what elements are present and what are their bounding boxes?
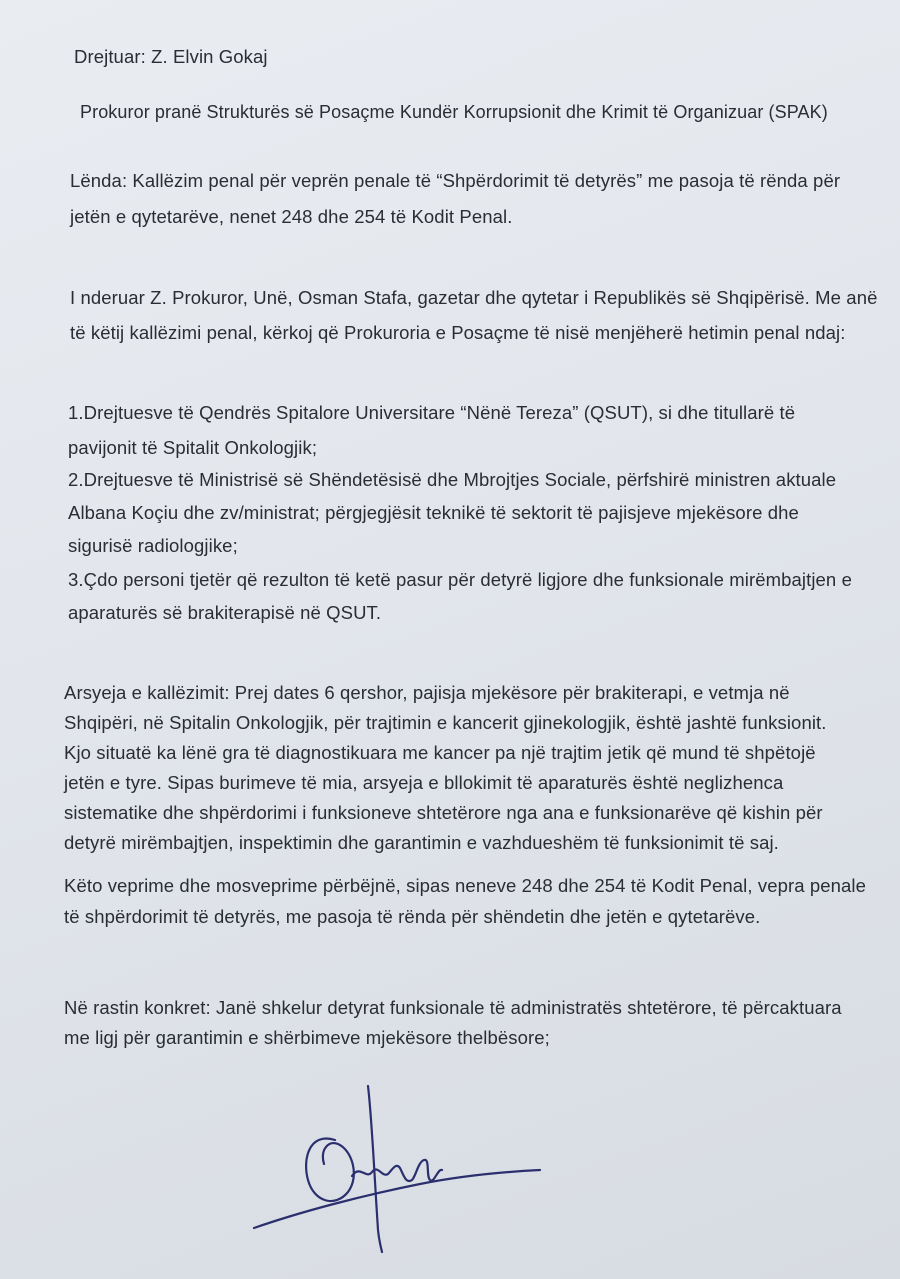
item-2-line-2: Albana Koçiu dhe zv/ministrat; përgjegjësit teknikë të sektorit të pajisjeve mjekësore dhe <box>68 502 799 523</box>
consequence-line-1: Këto veprime dhe mosveprime përbëjnë, sipas neneve 248 dhe 254 të Kodit Penal, vepra penale <box>64 875 867 896</box>
item-2-line-3: sigurisë radiologjike; <box>68 535 238 556</box>
item-2-line-1: 2.Drejtuesve të Ministrisë së Shëndetësisë dhe Mbrojtjes Sociale, përfshirë ministren aktuale <box>68 469 837 490</box>
subject-line-2: jetën e qytetarëve, nenet 248 dhe 254 të Kodit Penal. <box>70 206 513 227</box>
subject-line-1: Lënda: Kallëzim penal për veprën penale të “Shpërdorimit të detyrës” me pasoja të rënda për <box>70 170 841 191</box>
reason-line-1: Arsyeja e kallëzimit: Prej dates 6 qershor, pajisja mjekësore për brakiterapi, e vetmja në <box>64 682 790 703</box>
consequence-line-2: të shpërdorimit të detyrës, me pasoja të rënda për shëndetin dhe jetën e qytetarëve. <box>64 906 761 927</box>
reason-line-4: jetën e tyre. Sipas burimeve të mia, arsyeja e bllokimit të aparaturës është neglizhenca <box>64 772 784 793</box>
specific-line-1: Në rastin konkret: Janë shkelur detyrat funksionale të administratës shtetërore, të përcaktuara <box>64 997 842 1018</box>
reason-line-5: sistematike dhe shpërdorimi i funksioneve shtetërore nga ana e funksionarëve që kishin për <box>64 802 823 823</box>
specific-line-2: me ligj për garantimin e shërbimeve mjekësore thelbësore; <box>64 1027 550 1048</box>
item-1-line-1: 1.Drejtuesve të Qendrës Spitalore Universitare “Nënë Tereza” (QSUT), si dhe titullarë të <box>68 402 796 423</box>
reason-line-3: Kjo situatë ka lënë gra të diagnostikuara me kancer pa një trajtim jetik që mund të shpëtojë <box>64 742 816 763</box>
addressee-title: Prokuror pranë Strukturës së Posaçme Kundër Korrupsionit dhe Krimit të Organizuar (SPAK) <box>80 102 828 122</box>
intro-line-2: të këtij kallëzimi penal, kërkoj që Prokuroria e Posaçme të nisë menjëherë hetimin penal ndaj: <box>70 322 846 343</box>
item-3-line-2: aparaturës së brakiterapisë në QSUT. <box>68 602 382 623</box>
reason-line-2: Shqipëri, në Spitalin Onkologjik, për trajtimin e kancerit gjinekologjik, është jashtë funksionit. <box>64 712 827 733</box>
reason-line-6: detyrë mirëmbajtjen, inspektimin dhe garantimin e vazhdueshëm të funksionimit të saj. <box>64 832 779 853</box>
item-1-line-2: pavijonit të Spitalit Onkologjik; <box>68 437 318 458</box>
handwritten-signature <box>240 1080 560 1260</box>
item-3-line-1: 3.Çdo personi tjetër që rezulton të ketë pasur për detyrë ligjore dhe funksionale mirëmbajtjen e <box>68 569 852 590</box>
intro-line-1: I nderuar Z. Prokuror, Unë, Osman Stafa, gazetar dhe qytetar i Republikës së Shqipërisë. Me anë <box>70 287 878 308</box>
addressee: Drejtuar: Z. Elvin Gokaj <box>74 46 268 67</box>
